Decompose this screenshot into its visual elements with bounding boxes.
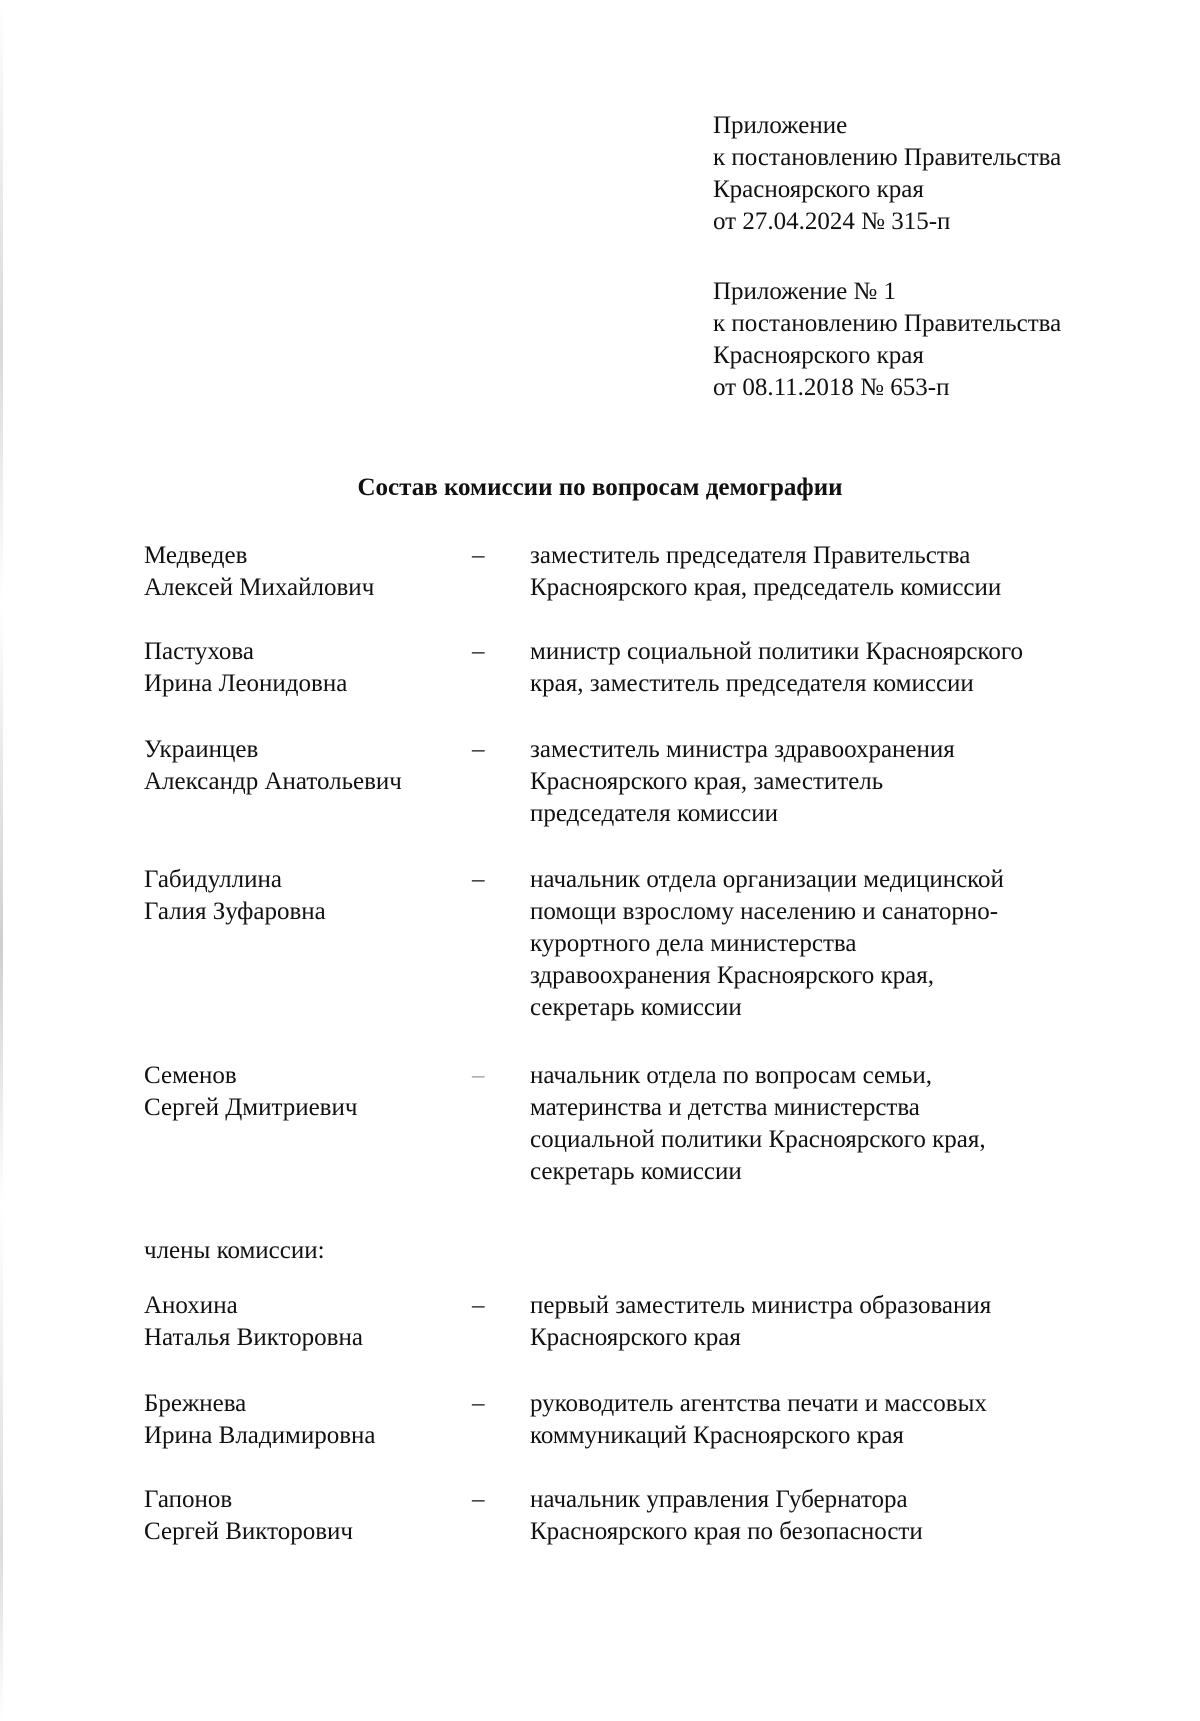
- appendix-original-line: Приложение № 1: [713, 278, 897, 305]
- member-given-name: Сергей Дмитриевич: [144, 1094, 358, 1121]
- member-role: [530, 864, 1110, 1024]
- member-surname: Габидуллина: [144, 866, 282, 893]
- role-line: Красноярского края, заместитель: [530, 768, 884, 795]
- member-role: [530, 734, 1110, 830]
- role-line: заместитель председателя Правительства: [530, 542, 971, 569]
- member-surname: Анохина: [144, 1292, 238, 1319]
- document-title: Состав комиссии по вопросам демографии: [357, 474, 843, 501]
- appendix-current-line: Приложение: [713, 112, 848, 139]
- appendix-original-line: к постановлению Правительства: [713, 310, 1062, 337]
- member-surname: Медведев: [144, 542, 248, 569]
- role-line: секретарь комиссии: [530, 1158, 742, 1185]
- role-line: Красноярского края, председатель комиссии: [530, 574, 1002, 601]
- member-surname: Семенов: [144, 1062, 237, 1089]
- role-line: начальник отдела организации медицинской: [530, 866, 1004, 893]
- appendix-current-line: от 27.04.2024 № 315-п: [713, 208, 951, 235]
- dash-separator: –: [472, 736, 485, 763]
- member-role: [530, 1388, 1110, 1452]
- member-name: [144, 540, 464, 604]
- dash-separator: –: [472, 1292, 485, 1319]
- role-line: помощи взрослому населению и санаторно-: [530, 898, 999, 925]
- role-line: коммуникаций Красноярского края: [530, 1422, 904, 1449]
- member-given-name: Алексей Михайлович: [144, 574, 375, 601]
- role-line: курортного дела министерства: [530, 930, 857, 957]
- role-line: начальник отдела по вопросам семьи,: [530, 1062, 932, 1089]
- appendix-original-line: от 08.11.2018 № 653-п: [713, 374, 950, 401]
- member-surname: Гапонов: [144, 1486, 233, 1513]
- role-line: начальник управления Губернатора: [530, 1486, 908, 1513]
- member-role: [530, 1290, 1110, 1354]
- member-name: [144, 1388, 464, 1452]
- role-line: Красноярского края по безопасности: [530, 1518, 923, 1545]
- member-name: [144, 1484, 464, 1548]
- member-name: [144, 734, 464, 798]
- role-line: края, заместитель председателя комиссии: [530, 670, 974, 697]
- member-surname: Пастухова: [144, 638, 254, 665]
- member-given-name: Александр Анатольевич: [144, 768, 402, 795]
- member-name: [144, 1290, 464, 1354]
- member-name: [144, 636, 464, 700]
- member-role: [530, 540, 1110, 604]
- appendix-current-line: к постановлению Правительства: [713, 144, 1062, 171]
- dash-separator: –: [472, 1486, 485, 1513]
- member-role: [530, 1060, 1110, 1188]
- role-line: первый заместитель министра образования: [530, 1292, 992, 1319]
- member-role: [530, 1484, 1110, 1548]
- member-role: [530, 636, 1110, 700]
- member-surname: Украинцев: [144, 736, 259, 763]
- member-given-name: Ирина Владимировна: [144, 1422, 376, 1449]
- dash-separator: –: [472, 638, 485, 665]
- appendix-current-line: Красноярского края: [713, 176, 924, 203]
- dash-separator: –: [472, 542, 485, 569]
- role-line: здравоохранения Красноярского края,: [530, 962, 934, 989]
- member-given-name: Ирина Леонидовна: [144, 670, 348, 697]
- role-line: Красноярского края: [530, 1324, 741, 1351]
- member-given-name: Сергей Викторович: [144, 1518, 353, 1545]
- member-name: [144, 1060, 464, 1124]
- role-line: секретарь комиссии: [530, 994, 742, 1021]
- member-given-name: Галия Зуфаровна: [144, 898, 326, 925]
- member-given-name: Наталья Викторовна: [144, 1324, 363, 1351]
- appendix-original-line: Красноярского края: [713, 342, 924, 369]
- member-name: [144, 864, 464, 928]
- dash-separator: –: [472, 1390, 485, 1417]
- member-surname: Брежнева: [144, 1390, 247, 1417]
- role-line: материнства и детства министерства: [530, 1094, 920, 1121]
- scan-edge-shadow: [0, 0, 3, 1721]
- appendix-original-header: [713, 276, 1173, 404]
- dash-separator: –: [472, 866, 485, 893]
- members-section-label: члены комиссии:: [144, 1237, 325, 1264]
- dash-separator: –: [472, 1062, 485, 1089]
- role-line: руководитель агентства печати и массовых: [530, 1390, 987, 1417]
- role-line: заместитель министра здравоохранения: [530, 736, 955, 763]
- role-line: министр социальной политики Красноярского: [530, 638, 1023, 665]
- role-line: председателя комиссии: [530, 800, 778, 827]
- role-line: социальной политики Красноярского края,: [530, 1126, 986, 1153]
- appendix-current-header: [713, 110, 1173, 238]
